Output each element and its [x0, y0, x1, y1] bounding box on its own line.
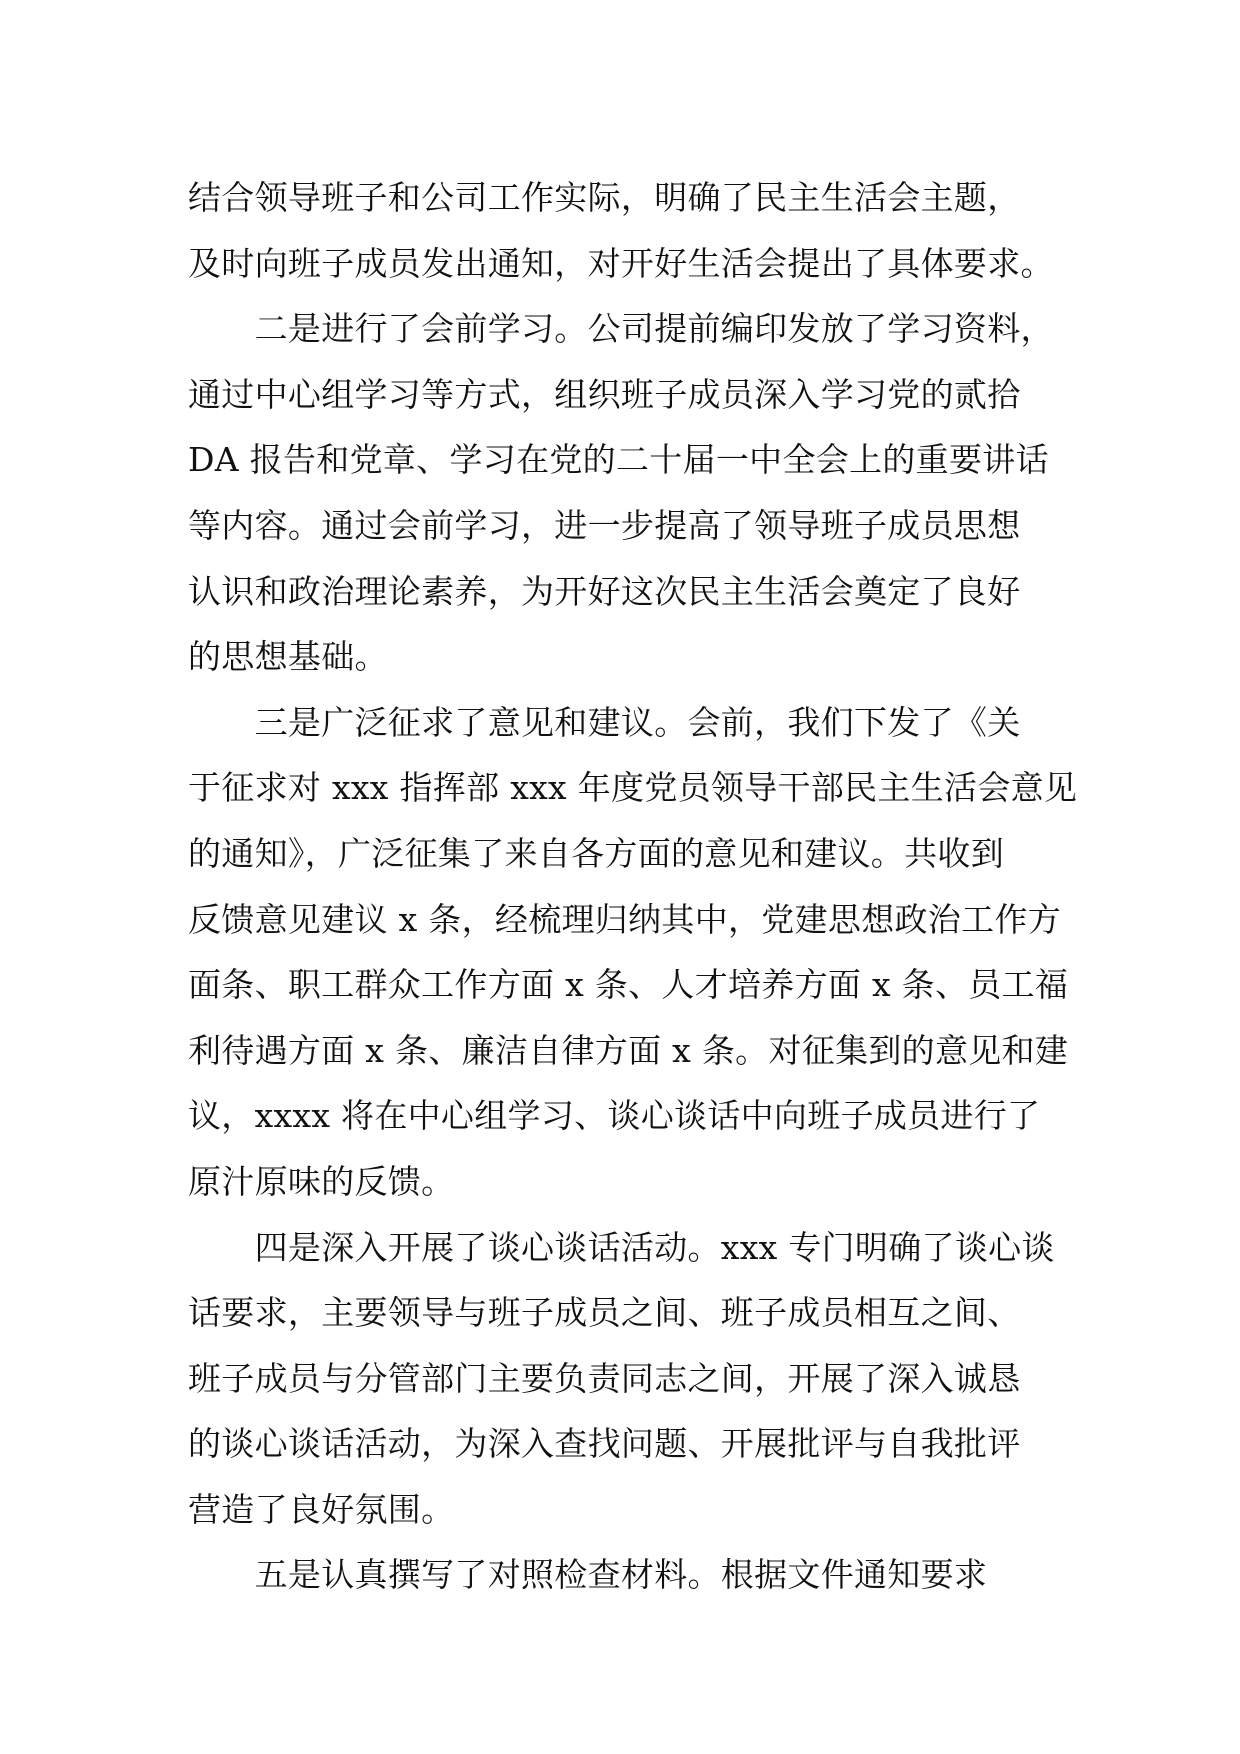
text-line: 五是认真撰写了对照检查材料。根据文件通知要求	[188, 1555, 988, 1595]
text-line: 于征求对 xxx 指挥部 xxx 年度党员领导干部民主生活会意见	[188, 768, 1078, 808]
text-line: 面条、职工群众工作方面 x 条、人才培养方面 x 条、员工福	[188, 965, 1069, 1005]
text-line: 的通知》，广泛征集了来自各方面的意见和建议。共收到	[188, 833, 1004, 873]
text-line: 通过中心组学习等方式，组织班子成员深入学习党的贰拾	[188, 374, 1021, 414]
text-line: 的谈心谈话活动，为深入查找问题、开展批评与自我批评	[188, 1424, 1021, 1464]
text-line: 原汁原味的反馈。	[188, 1161, 455, 1201]
text-line: 议，xxxx 将在中心组学习、谈心谈话中向班子成员进行了	[188, 1096, 1041, 1136]
text-line: 二是进行了会前学习。公司提前编印发放了学习资料，	[188, 309, 1054, 349]
text-line: 的思想基础。	[188, 637, 388, 677]
text-line: 结合领导班子和公司工作实际，明确了民主生活会主题，	[188, 178, 1021, 217]
text-line: 营造了良好氛围。	[188, 1489, 455, 1529]
text-line: 及时向班子成员发出通知，对开好生活会提出了具体要求。	[188, 243, 1054, 283]
text-line: 班子成员与分管部门主要负责同志之间，开展了深入诚恳	[188, 1358, 1021, 1398]
document-body	[188, 165, 1088, 1608]
text-line: DA 报告和党章、学习在党的二十届一中全会上的重要讲话	[188, 440, 1049, 480]
text-line: 话要求，主要领导与班子成员之间、班子成员相互之间、	[188, 1293, 1021, 1333]
text-line: 等内容。通过会前学习，进一步提高了领导班子成员思想	[188, 505, 1021, 545]
text-line: 认识和政治理论素养，为开好这次民主生活会奠定了良好	[188, 571, 1021, 611]
text-line: 四是深入开展了谈心谈话活动。xxx 专门明确了谈心谈	[188, 1227, 1055, 1267]
text-line: 反馈意见建议 x 条，经梳理归纳其中，党建思想政治工作方	[188, 899, 1061, 939]
text-line: 三是广泛征求了意见和建议。会前，我们下发了《关	[188, 702, 1021, 742]
text-line: 利待遇方面 x 条、廉洁自律方面 x 条。对征集到的意见和建	[188, 1030, 1069, 1070]
